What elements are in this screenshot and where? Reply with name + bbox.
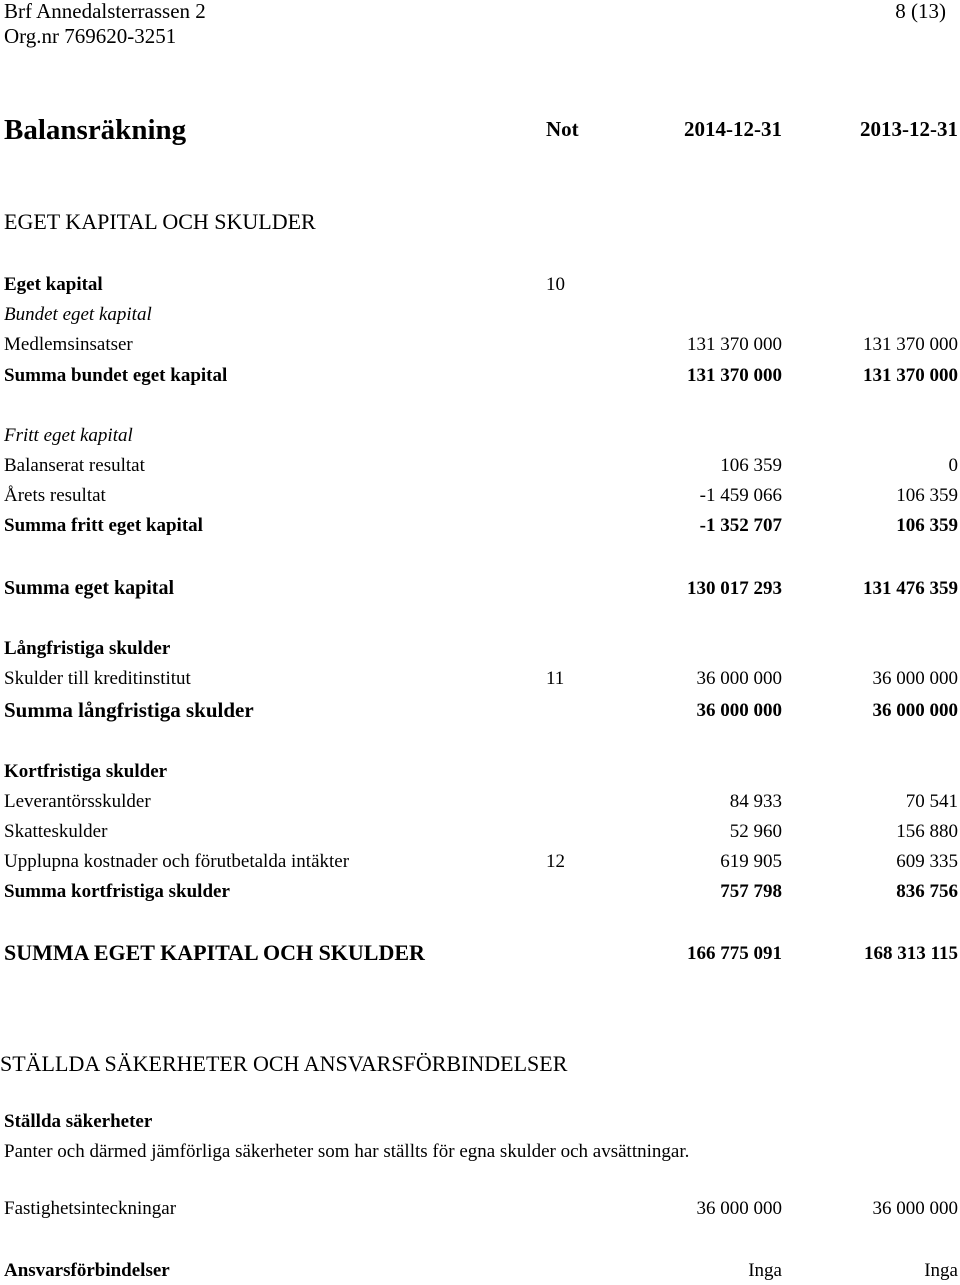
row-value-previous: 131 370 000 [863,365,958,386]
row-value-previous: 131 476 359 [863,578,958,599]
row-value-current: 131 370 000 [687,365,782,386]
row-label: Kortfristiga skulder [4,761,168,782]
row-value-current: -1 459 066 [699,485,782,506]
contingent-liabilities-current: Inga [748,1260,782,1281]
page-number: 8 (13) [895,0,946,23]
row-label: Upplupna kostnader och förutbetalda intäkter [4,851,350,872]
row-value-previous: 156 880 [896,821,958,842]
subheading-pledged-securities: Ställda säkerheter [4,1111,153,1132]
row-value-previous: 131 370 000 [863,334,958,355]
row-value-previous: 70 541 [905,791,958,812]
row-label: Leverantörsskulder [4,791,151,812]
row-value-previous: 609 335 [896,851,958,872]
row-value-current: -1 352 707 [699,515,782,536]
grand-total-label: SUMMA EGET KAPITAL OCH SKULDER [4,940,425,965]
row-label: Summa eget kapital [4,577,174,599]
row-value-current: 36 000 000 [696,668,782,689]
org-name: Brf Annedalsterrassen 2 [4,0,206,23]
row-value-current: 130 017 293 [687,578,782,599]
row-label: Eget kapital [4,274,103,295]
org-number: Org.nr 769620-3251 [4,24,177,48]
column-header-previous: 2013-12-31 [860,117,958,141]
column-header-note: Not [546,117,579,141]
grand-total-previous: 168 313 115 [864,943,958,964]
row-value-current: 131 370 000 [687,334,782,355]
row-label: Långfristiga skulder [4,638,171,659]
page-title: Balansräkning [4,114,187,146]
row-label: Balanserat resultat [4,455,145,476]
section-heading-pledged-assets: STÄLLDA SÄKERHETER OCH ANSVARSFÖRBINDELSER [0,1051,568,1076]
contingent-liabilities-label: Ansvarsförbindelser [4,1260,170,1281]
row-value-current: 106 359 [720,455,782,476]
row-value-previous: 106 359 [896,515,958,536]
row-label: Årets resultat [4,485,106,506]
mortgage-previous: 36 000 000 [872,1198,958,1219]
row-note: 11 [546,668,565,689]
row-label: Summa fritt eget kapital [4,515,203,536]
contingent-liabilities-previous: Inga [924,1260,958,1281]
row-label: Bundet eget kapital [4,304,152,325]
row-value-current: 52 960 [729,821,782,842]
mortgage-label: Fastighetsinteckningar [4,1198,177,1219]
pledged-description: Panter och därmed jämförliga säkerheter som har ställts för egna skulder och avsättningar. [4,1141,690,1162]
row-value-current: 619 905 [720,851,782,872]
row-value-current: 84 933 [729,791,782,812]
grand-total-current: 166 775 091 [687,943,782,964]
row-value-previous: 0 [948,455,958,476]
row-value-previous: 36 000 000 [872,668,958,689]
row-label: Summa bundet eget kapital [4,365,228,386]
row-value-previous: 106 359 [896,485,958,506]
row-value-previous: 36 000 000 [872,700,958,721]
row-label: Summa långfristiga skulder [4,698,254,722]
section-heading-equity-liabilities: EGET KAPITAL OCH SKULDER [4,209,316,234]
mortgage-current: 36 000 000 [696,1198,782,1219]
row-label: Skatteskulder [4,821,108,842]
row-label: Medlemsinsatser [4,334,133,355]
row-note: 10 [546,274,565,295]
column-header-current: 2014-12-31 [684,117,782,141]
row-label: Fritt eget kapital [4,425,133,446]
row-label: Summa kortfristiga skulder [4,881,230,902]
row-value-previous: 836 756 [896,881,958,902]
row-label: Skulder till kreditinstitut [4,668,191,689]
row-note: 12 [546,851,565,872]
row-value-current: 757 798 [720,881,782,902]
row-value-current: 36 000 000 [696,700,782,721]
